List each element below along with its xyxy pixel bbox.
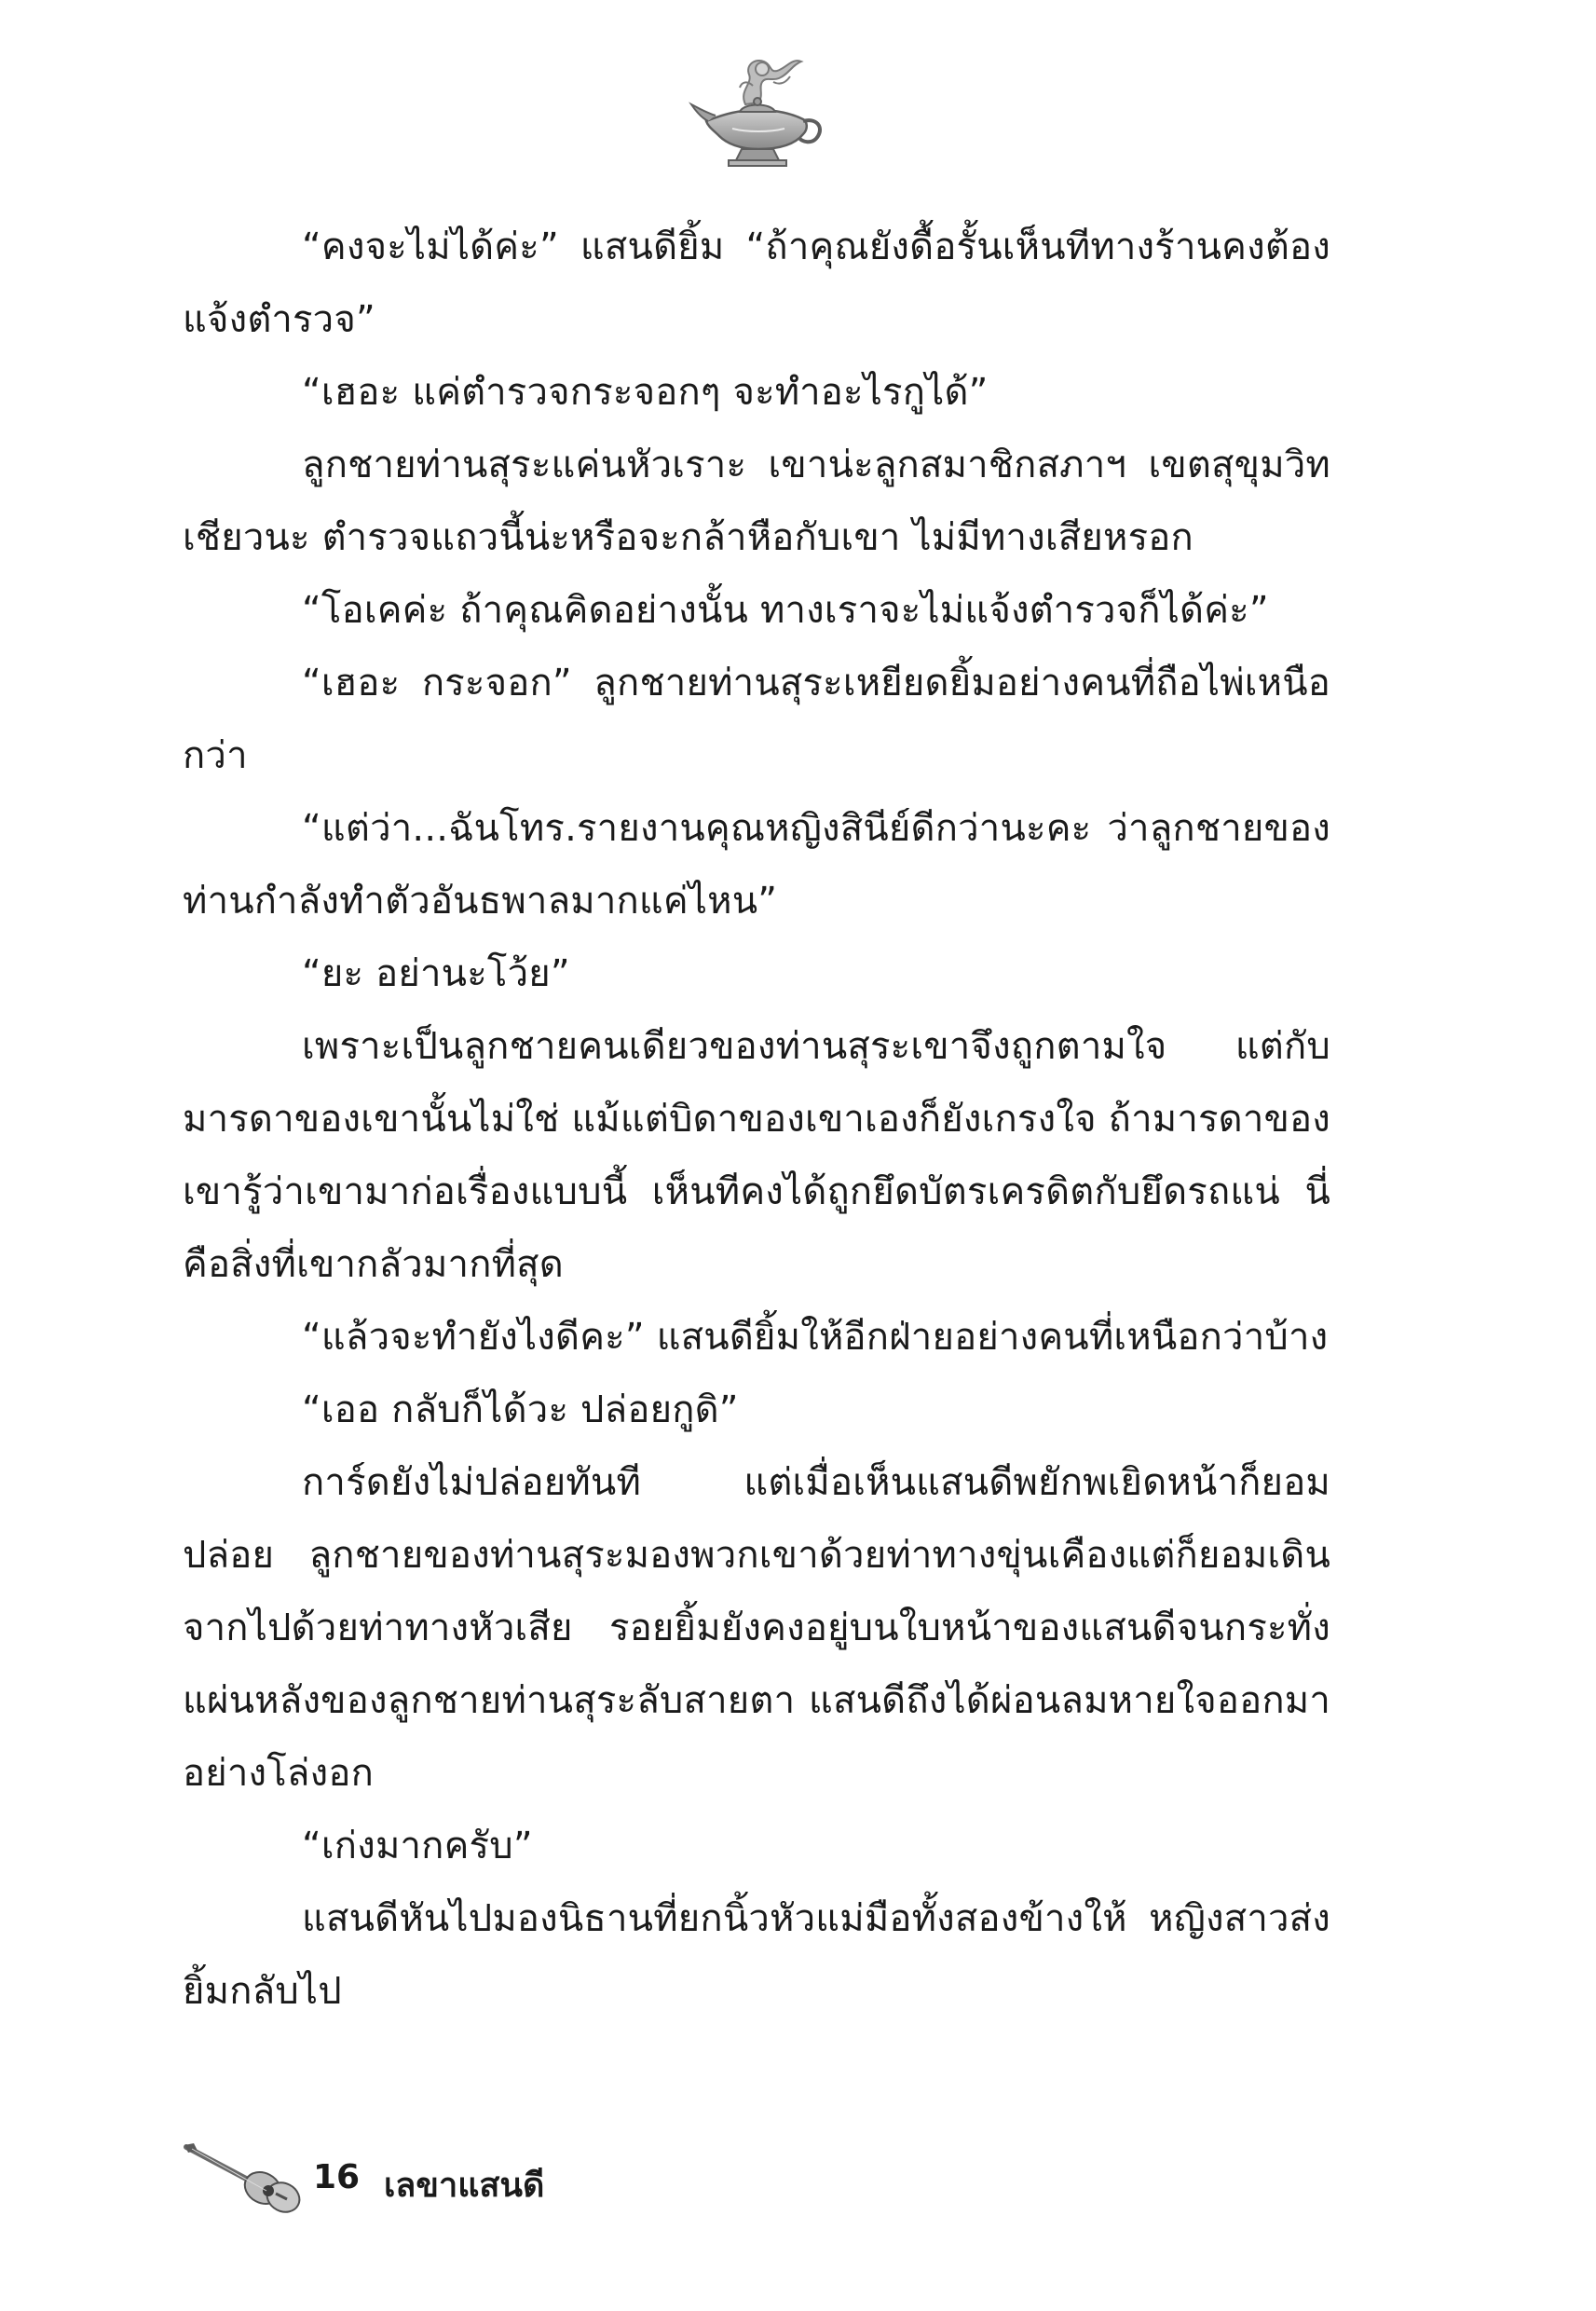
book-title: เลขาแสนดี <box>384 2167 545 2205</box>
page-footer <box>183 2140 835 2223</box>
paragraph: “เก่งมากครับ” <box>302 1825 533 1867</box>
paragraph: การ์ดยังไม่ปล่อยทันที แต่เมื่อเห็นแสนดีพยักพเยิดหน้าก็ยอมปล่อย ลูกชายของท่านสุระมองพวกเขาด้วยท่าทางขุ่นเคืองแต่ก็ยอมเดินจากไปด้วยท่าทางหัวเสีย รอยยิ้มยังคงอยู่บนใบหน้าของแสนดีจนกระทั่งแผ่นหลังของลูกชายท่านสุระลับสายตา แสนดีถึงได้ผ่อนลมหายใจออกมาอย่างโล่งอก <box>183 1461 1330 1795</box>
paragraph: “คงจะไม่ได้ค่ะ” แสนดียิ้ม “ถ้าคุณยังดื้อรั้นเห็นทีทางร้านคงต้องแจ้งตำรวจ” <box>183 226 1330 341</box>
paragraph: แสนดีหันไปมองนิธานที่ยกนิ้วหัวแม่มือทั้งสองข้างให้ หญิงสาวส่งยิ้มกลับไป <box>183 1897 1330 2013</box>
paragraph: “เฮอะ แค่ตำรวจกระจอกๆ จะทำอะไรกูได้” <box>302 371 989 414</box>
paragraph: “โอเคค่ะ ถ้าคุณคิดอย่างนั้น ทางเราจะไม่แจ้งตำรวจก็ได้ค่ะ” <box>302 589 1269 632</box>
paragraph: “แต่ว่า...ฉันโทร.รายงานคุณหญิงสินีย์ดีกว่านะคะ ว่าลูกชายของท่านกำลังทำตัวอันธพาลมากแค่ไหน” <box>183 807 1330 923</box>
guitar-icon <box>183 2140 304 2214</box>
genie-lamp-icon <box>688 48 827 170</box>
paragraph: “เฮอะ กระจอก” ลูกชายท่านสุระเหยียดยิ้มอย่างคนที่ถือไพ่เหนือกว่า <box>183 662 1330 777</box>
body-text <box>183 211 1330 2028</box>
page-number: 16 <box>313 2158 361 2196</box>
paragraph: “ยะ อย่านะโว้ย” <box>302 952 570 995</box>
paragraph: “เออ กลับก็ได้วะ ปล่อยกูดิ” <box>302 1388 739 1431</box>
paragraph: ลูกชายท่านสุระแค่นหัวเราะ เขาน่ะลูกสมาชิกสภาฯ เขตสุขุมวิทเชียวนะ ตำรวจแถวนี้น่ะหรือจะกล้าหือกับเขา ไม่มีทางเสียหรอก <box>183 444 1330 559</box>
paragraph: เพราะเป็นลูกชายคนเดียวของท่านสุระเขาจึงถูกตามใจ แต่กับมารดาของเขานั้นไม่ใช่ แม้แต่บิดาของเขาเองก็ยังเกรงใจ ถ้ามารดาของเขารู้ว่าเขามาก่อเรื่องแบบนี้ เห็นทีคงได้ถูกยึดบัตรเครดิตกับยึดรถแน่ นี่คือสิ่งที่เขากลัวมากที่สุด <box>183 1025 1330 1286</box>
paragraph: “แล้วจะทำยังไงดีคะ” แสนดียิ้มให้อีกฝ่ายอย่างคนที่เหนือกว่าบ้าง <box>302 1316 1329 1359</box>
